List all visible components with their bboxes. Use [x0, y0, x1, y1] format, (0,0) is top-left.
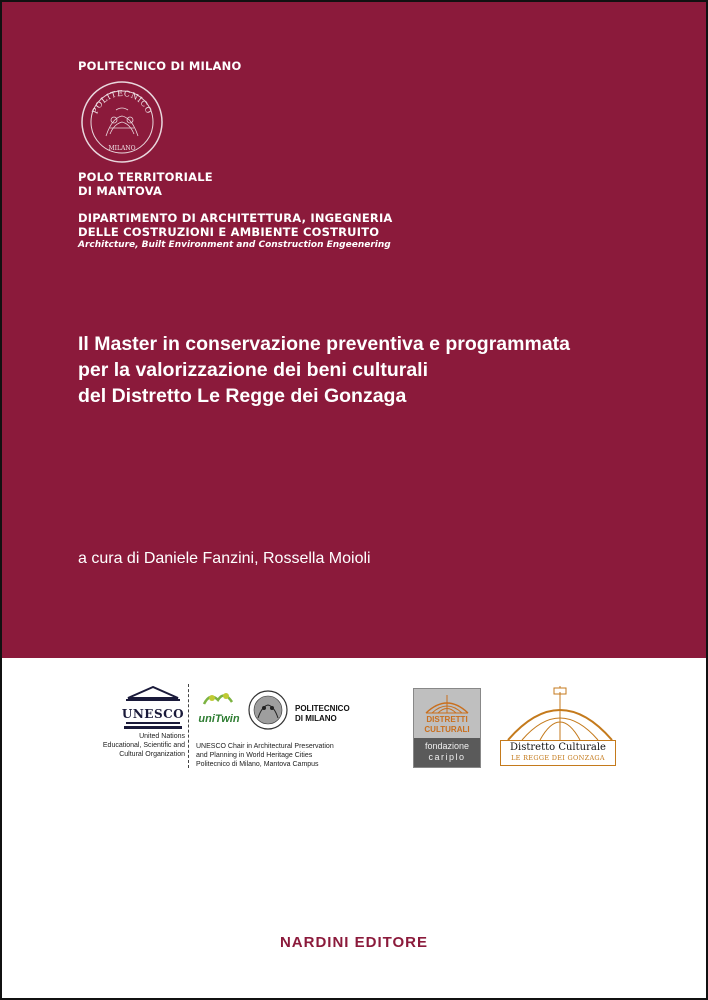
campus-line-1: POLO TERRITORIALE: [78, 170, 213, 184]
unitwin-logo-icon: [194, 690, 244, 730]
dome-logo-icon: [502, 686, 618, 742]
distretto-text-2: LE REGGE DEI GONZAGA: [511, 754, 605, 762]
title-line-1: Il Master in conservazione preventiva e programmata: [78, 333, 571, 355]
unesco-word: UNESCO: [122, 707, 184, 721]
university-name: POLITECNICO DI MILANO: [78, 59, 242, 73]
unitwin-word: uniTwin: [198, 713, 240, 725]
unesco-chair-text-1: UNESCO Chair in Architectural Preservation: [196, 743, 334, 750]
distretto-culturale-label: [500, 740, 616, 766]
campus-line-2: DI MANTOVA: [78, 184, 163, 198]
cover-top-panel: [2, 2, 706, 658]
svg-text:POLITECNICO: [91, 89, 154, 115]
unesco-text-2: Educational, Scientific and: [102, 742, 185, 749]
distretti-text-2: CULTURALI: [424, 725, 470, 734]
politecnico-seal-icon: [80, 80, 164, 164]
polimi-small-line-1: POLITECNICO: [295, 704, 350, 713]
logo-separator: [188, 684, 189, 768]
fondazione-text-2: cariplo: [428, 752, 466, 762]
editors: a cura di Daniele Fanzini, Rossella Moioli: [78, 550, 371, 567]
distretto-text-1: Distretto Culturale: [510, 742, 606, 753]
unesco-chair-text-3: Politecnico di Milano, Mantova Campus: [196, 761, 319, 768]
department-english: Architcture, Built Environment and Construction Engeenering: [78, 240, 391, 250]
polimi-small-line-2: DI MILANO: [295, 714, 337, 723]
distretti-culturali-logo: [413, 688, 481, 768]
politecnico-small-seal-icon: [248, 690, 288, 730]
publisher-name: NARDINI EDITORE: [279, 934, 429, 951]
title-line-2: per la valorizzazione dei beni culturali: [78, 359, 429, 381]
title-line-3: del Distretto Le Regge dei Gonzaga: [78, 385, 407, 407]
unesco-text-1: United Nations: [139, 733, 185, 740]
unesco-temple-icon: [122, 686, 184, 730]
unesco-chair-text-2: and Planning in World Heritage Cities: [196, 752, 313, 759]
department-line-2: DELLE COSTRUZIONI E AMBIENTE COSTRUITO: [78, 225, 380, 239]
unesco-text-3: Cultural Organization: [119, 751, 185, 758]
department-line-1: DIPARTIMENTO DI ARCHITETTURA, INGEGNERIA: [78, 211, 393, 225]
seal-top-text: POLITECNICO: [90, 88, 154, 116]
fondazione-text-1: fondazione: [424, 741, 470, 751]
distretti-text-1: DISTRETTI: [426, 715, 468, 724]
seal-bottom-text: MILANO: [108, 145, 136, 152]
